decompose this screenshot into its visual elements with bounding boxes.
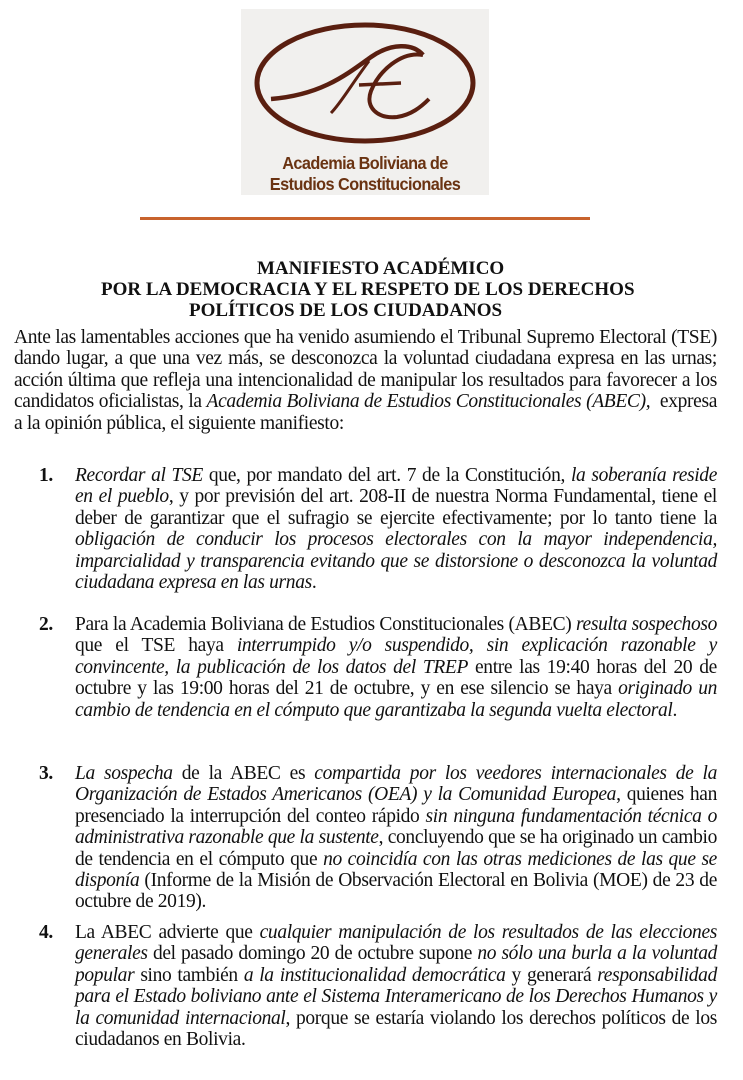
- item-number: 3.: [39, 763, 53, 784]
- intro-text-2: expresa a la opinión pública, el siguiente manifiesto:: [14, 391, 722, 434]
- body-text: que, por mandato del art. 7 de la Constitución,: [202, 465, 571, 486]
- title-line-1: MANIFIESTO ACADÉMICO: [257, 258, 505, 279]
- body-text: y generará: [505, 964, 598, 986]
- item-number: 1.: [39, 465, 53, 486]
- emphasis-text: la soberanía reside en el pueblo: [75, 465, 718, 508]
- emphasis-text: sin ninguna fundamentación técnica o administrativa razonable que la sustente: [75, 805, 717, 849]
- logo-name-line-2: Estudios Constitucionales: [269, 174, 461, 194]
- emphasis-text: no coincidía con las otras mediciones de las que se disponía: [75, 848, 717, 892]
- item-number: 4.: [39, 922, 53, 943]
- emphasis-text: Recordar al TSE: [75, 465, 203, 486]
- list-item: [39, 922, 718, 1051]
- emphasis-text: responsabilidad para el Estado boliviano ante el Sistema Interamericano de los Derechos Humanos y la comunidad internacional: [75, 964, 717, 1029]
- logo-name-line-1: Academia Boliviana de: [282, 153, 448, 173]
- body-text: , y por previsión del art. 208-II de nuestra Norma Fundamental, tiene el deber de garantizar que el sufragio se ejercite efectivamente; por lo tanto tiene la: [75, 486, 717, 529]
- emphasis-text: compartida por los veedores internacionales de la Organización de Estados Americanos (OEA) y la Comunidad Europea: [75, 763, 718, 806]
- item-number: 2.: [39, 614, 53, 635]
- item-body: [75, 465, 717, 593]
- emphasis-text: no sólo una burla a la voluntad popular: [75, 943, 718, 986]
- list-item: [39, 763, 718, 913]
- body-text: que el TSE haya: [75, 635, 237, 657]
- body-text: sino también: [134, 964, 244, 986]
- body-text: Para la Academia Boliviana de Estudios Constitucionales (ABEC): [75, 614, 577, 635]
- emphasis-text: cualquier manipulación de los resultados de las elecciones generales: [75, 922, 717, 965]
- body-text: , porque se estaría violando los derechos políticos de los ciudadanos en Bolivia.: [75, 1007, 717, 1051]
- body-text: del pasado domingo 20 de octubre supone: [147, 943, 478, 965]
- intro-italic: Academia Boliviana de Estudios Constitucionales (ABEC),: [206, 391, 651, 413]
- body-text: (Informe de la Misión de Observación Electoral en Bolivia (MOE) de 23 de octubre de 2019).: [75, 870, 717, 913]
- title-line-2: POR LA DEMOCRACIA Y EL RESPETO DE LOS DERECHOS: [101, 279, 635, 300]
- intro-paragraph: [14, 327, 722, 434]
- body-text: , concluyendo que se ha originado un cambio de tendencia en el cómputo que: [75, 827, 717, 870]
- body-text: La ABEC advierte que: [75, 922, 260, 943]
- item-body: [75, 763, 717, 913]
- body-text: entre las 19:40 horas del 20 de octubre y las 19:00 horas del 21 de octubre, y en ese silencio se haya: [75, 656, 717, 700]
- item-body: [75, 922, 717, 1050]
- list-item: [39, 465, 718, 594]
- title-line-3: POLÍTICOS DE LOS CIUDADANOS: [189, 300, 503, 321]
- intro-text-1: Ante las lamentables acciones que ha venido asumiendo el Tribunal Supremo Electoral (TSE) dando lugar, a que una vez más, se desconozca la voluntad ciudadana expresa en las urnas; acción última que refleja una intencionalidad de manipular los resultados para favorecer a los candidatos oficialistas, la: [14, 327, 717, 413]
- body-text: .: [311, 572, 317, 594]
- emphasis-text: resulta sospechoso: [576, 614, 717, 635]
- emphasis-text: obligación de conducir los procesos electorales con la mayor independencia, imparcialidad y transparencia evitando que se distorsione o desconozca la voluntad ciudadana expresa en las urnas: [75, 529, 717, 594]
- item-body: [75, 614, 717, 721]
- body-text: , quienes han presenciado la interrupción del conteo rápido: [75, 784, 717, 827]
- emphasis-text: a la institucionalidad democrática: [243, 964, 506, 986]
- emphasis-text: La sospecha: [75, 763, 173, 784]
- abec-monogram-icon: [251, 15, 479, 151]
- header-divider: [140, 217, 590, 220]
- abec-logo: [241, 9, 489, 195]
- body-text: .: [672, 699, 677, 721]
- list-item: [39, 614, 717, 721]
- emphasis-text: originado un cambio de tendencia en el cómputo que garantizaba la segunda vuelta electoral: [75, 678, 717, 721]
- body-text: de la ABEC es: [172, 763, 315, 784]
- emphasis-text: interrumpido y/o suspendido, sin explicación razonable y convincente, la publicación de los datos del TREP: [75, 635, 717, 678]
